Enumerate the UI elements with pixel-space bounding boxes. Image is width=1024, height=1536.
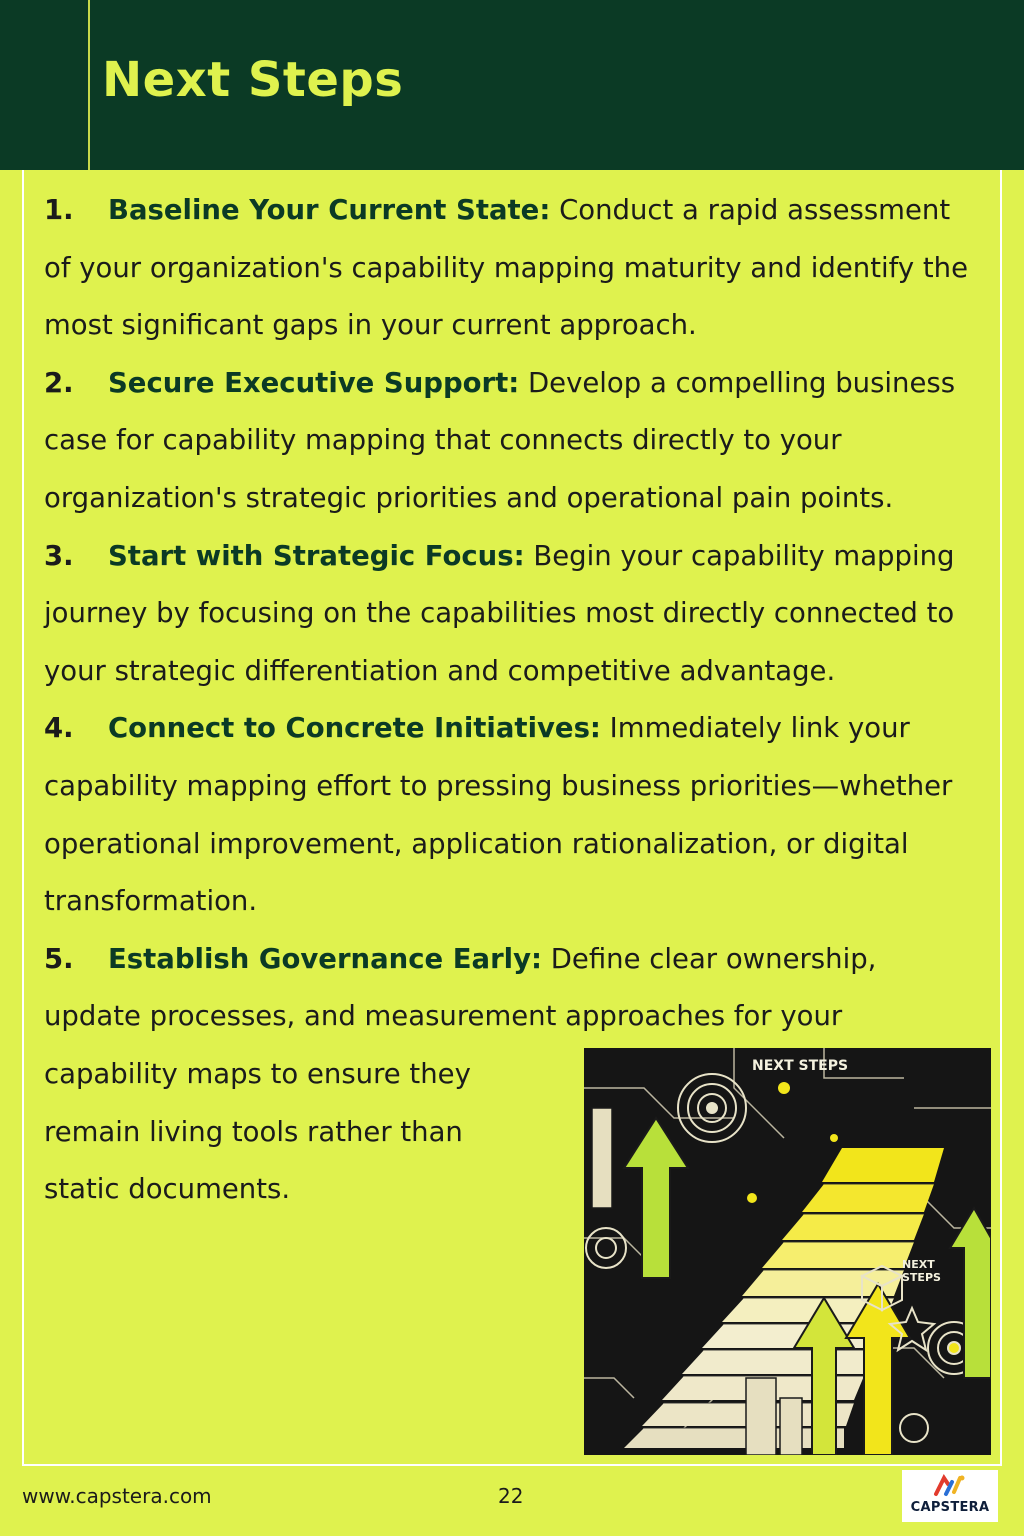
illustration-label-small-1: NEXT [902, 1258, 935, 1271]
step-number: 5. [44, 942, 74, 975]
next-steps-illustration [584, 1048, 991, 1455]
logo-text: CAPSTERA [910, 1500, 990, 1515]
step-item [44, 182, 974, 355]
step-text: Define clear ownership, update processes, and measurement approaches for your [44, 942, 877, 1033]
logo-mark-icon [902, 1470, 998, 1502]
page-header [0, 0, 1024, 170]
step-item [44, 355, 974, 528]
step-title: Baseline Your Current State: [108, 194, 551, 226]
step-title: Establish Governance Early: [108, 942, 543, 975]
step-number: 4. [44, 712, 74, 745]
step-item [44, 528, 974, 701]
step-number: 3. [44, 539, 74, 572]
footer-website-link[interactable]: www.capstera.com [22, 1484, 212, 1508]
step-item [44, 700, 974, 930]
header-divider [88, 0, 90, 170]
step-title: Start with Strategic Focus: [108, 539, 525, 572]
step-text: Conduct a rapid assessment of your organization's capability mapping maturity and identify the most significant gaps in your current approach. [44, 194, 969, 342]
capstera-logo [902, 1470, 998, 1522]
staircase-arrows-graphic [584, 1048, 991, 1455]
illustration-label-small-2: STEPS [902, 1271, 941, 1284]
step-text: Develop a compelling business case for capability mapping that connects directly to your organization's strategic priorities and operational pain points. [44, 366, 956, 514]
step-title: Secure Executive Support: [108, 366, 520, 399]
step-number: 2. [44, 366, 74, 399]
step-text-continued: capability maps to ensure they remain living tools rather than static documents. [44, 1057, 471, 1206]
page-title: Next Steps [102, 52, 404, 108]
step-title: Connect to Concrete Initiatives: [108, 712, 601, 745]
step-number: 1. [44, 194, 74, 226]
illustration-label-top: NEXT STEPS [752, 1058, 849, 1074]
step-text: Immediately link your capability mapping effort to pressing business priorities—whether operational improvement, application rationalization, or digital transformation. [44, 712, 953, 918]
page-number: 22 [498, 1484, 524, 1508]
step-text: Begin your capability mapping journey by focusing on the capabilities most directly connected to your strategic differentiation and competitive advantage. [44, 539, 955, 687]
